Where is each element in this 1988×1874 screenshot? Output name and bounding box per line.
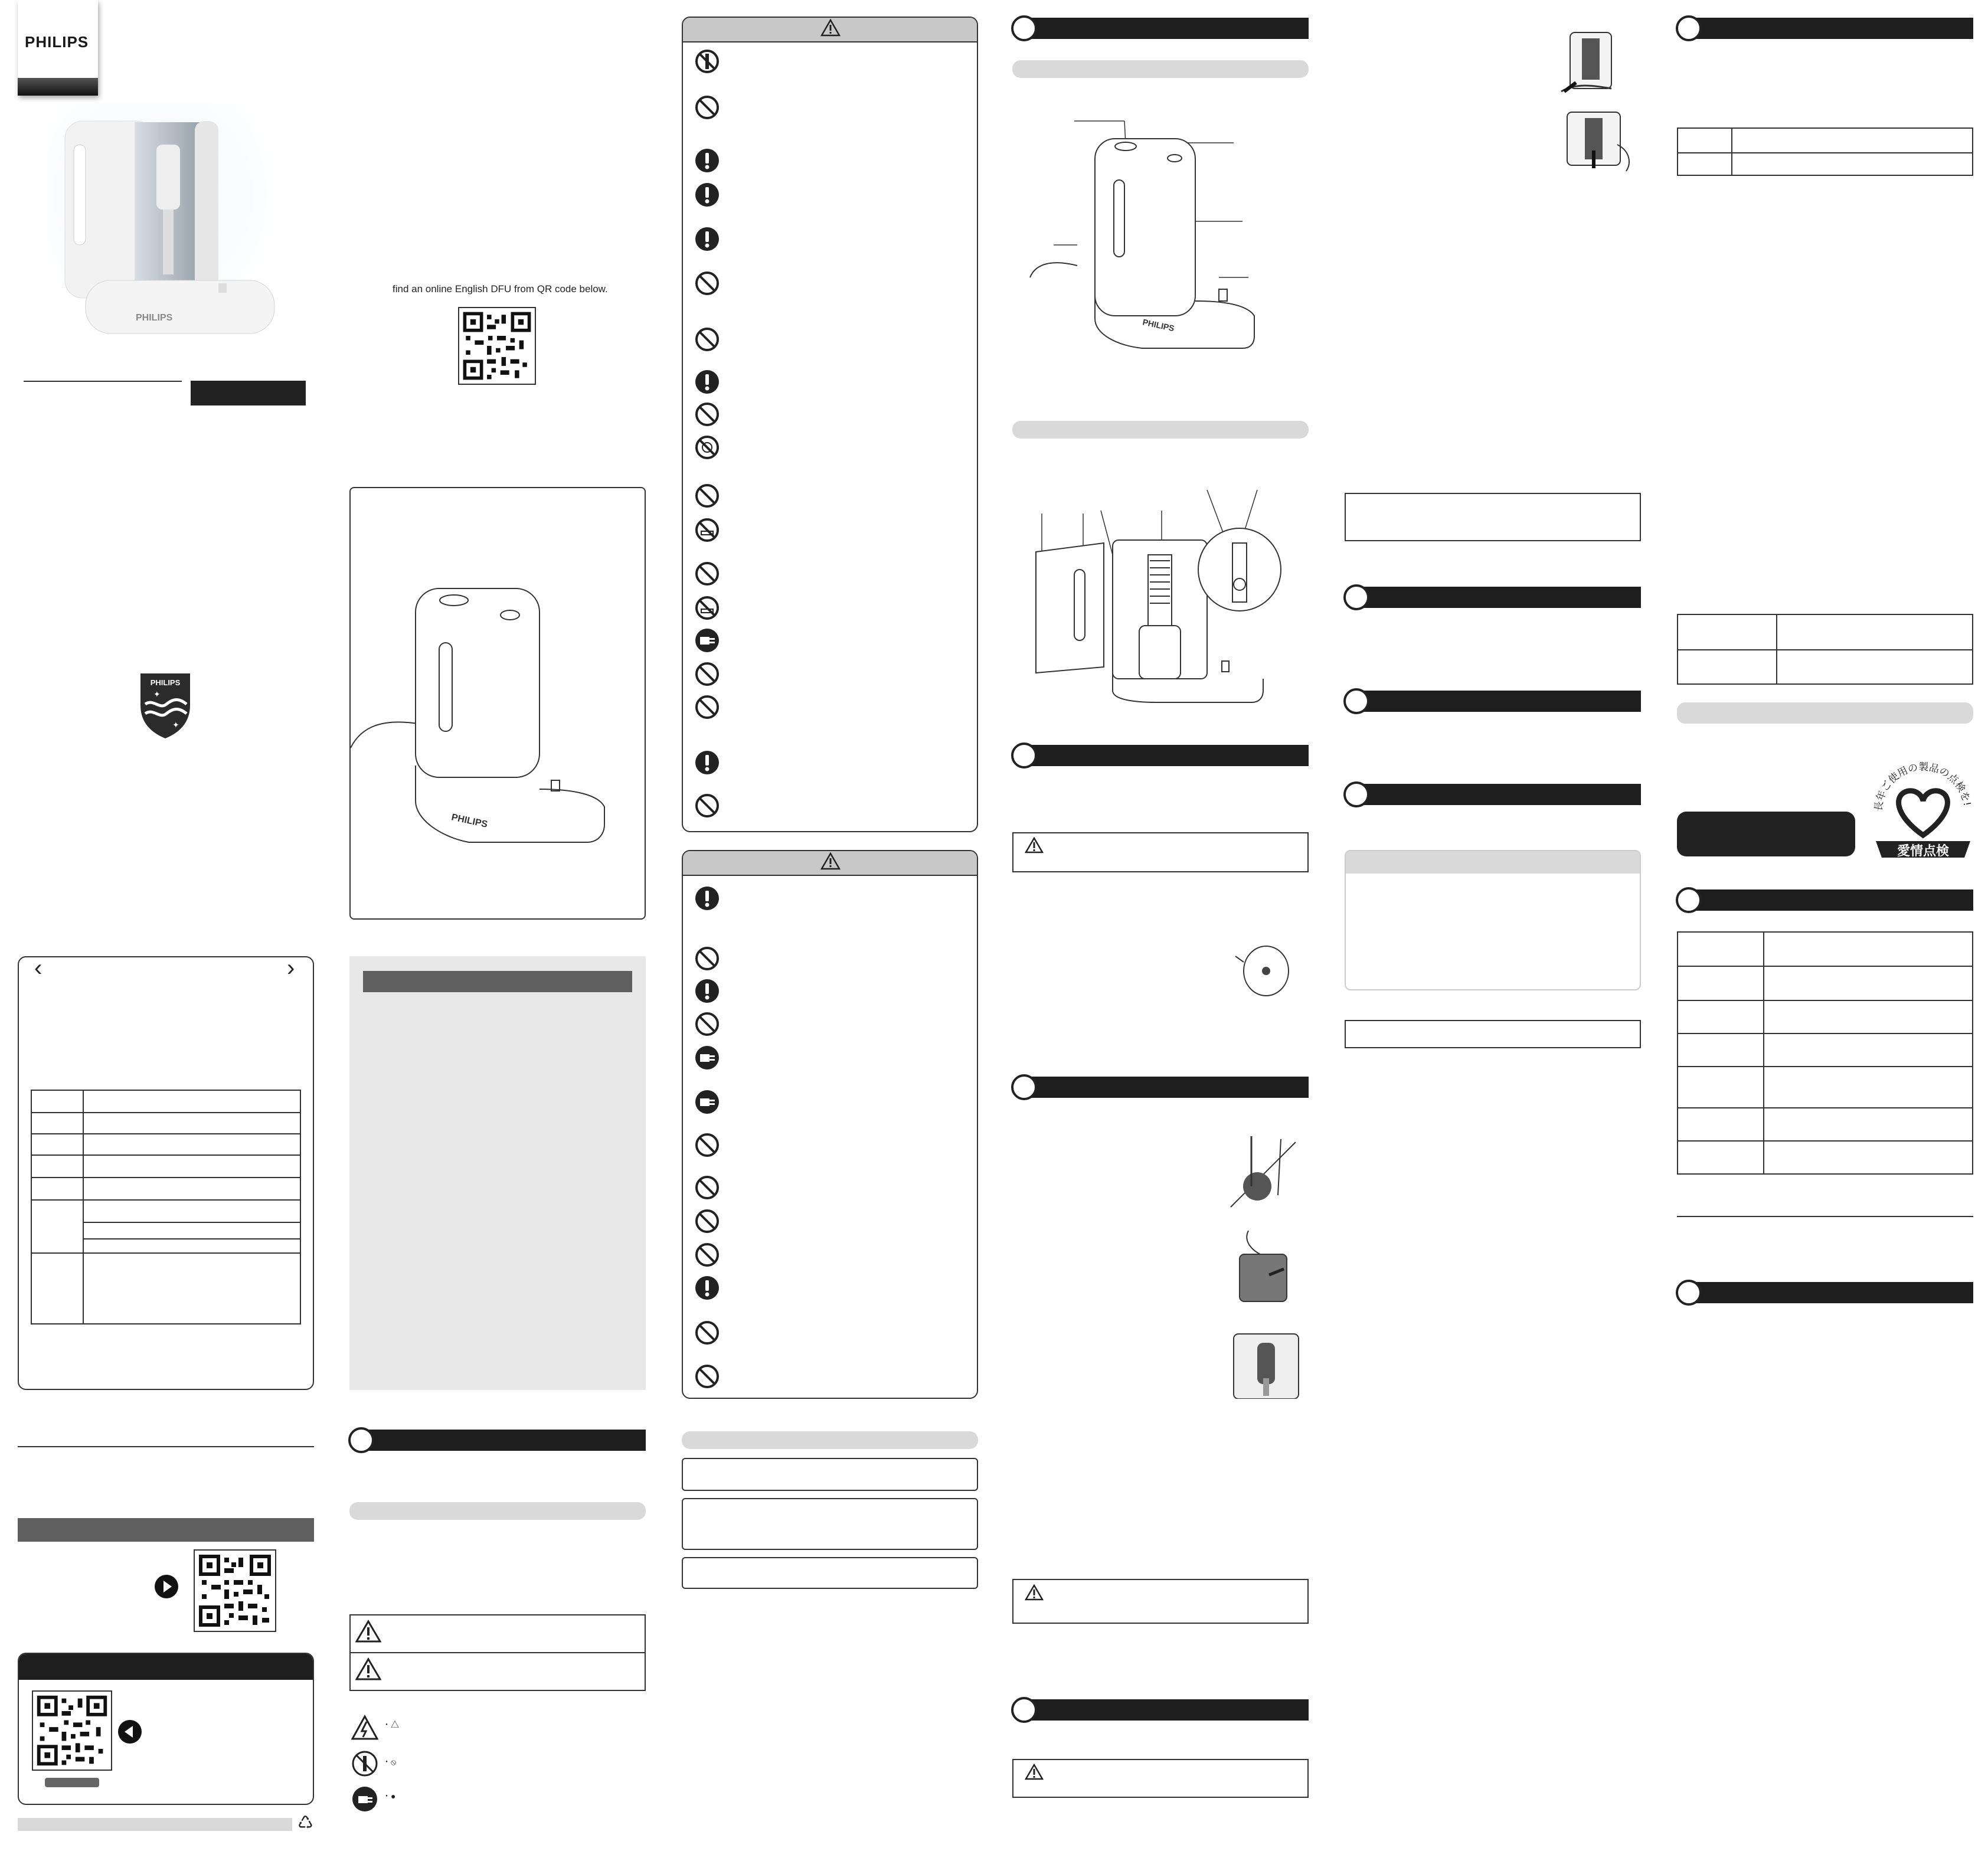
table-row — [1678, 1000, 1973, 1034]
warning-triangle-icon — [1025, 1584, 1044, 1601]
section-header — [1688, 18, 1973, 39]
parts-diagram-interior — [1027, 484, 1287, 708]
section-number-circle — [1343, 688, 1369, 714]
prohibited-icon — [694, 1208, 720, 1234]
prohibited-icon — [694, 94, 720, 120]
unplug-icon — [351, 1785, 378, 1813]
filter-illustration — [1231, 938, 1296, 997]
prohibited-icon — [694, 1011, 720, 1037]
mandatory-exclamation-icon — [694, 182, 720, 208]
prohibited-icon — [694, 561, 720, 587]
prohibited-icon — [694, 326, 720, 352]
no-water-icon — [694, 517, 720, 543]
warning-triangle-icon — [355, 1620, 381, 1643]
table-row — [31, 1200, 300, 1222]
table-row — [1678, 966, 1973, 1000]
unplug-icon — [694, 1089, 720, 1115]
section-number-circle — [1676, 1280, 1702, 1306]
prohibited-icon — [694, 694, 720, 720]
qr-code[interactable] — [458, 307, 536, 385]
prohibited-icon — [694, 1132, 720, 1158]
prohibited-icon — [694, 946, 720, 972]
qr-code[interactable] — [194, 1549, 276, 1632]
chevron-left-icon[interactable]: ‹ — [34, 955, 42, 981]
no-disassemble-icon — [694, 48, 720, 74]
divider — [18, 1446, 314, 1447]
gray-panel-header — [363, 971, 632, 992]
play-back-icon[interactable] — [118, 1720, 142, 1744]
step-illustration-3 — [1231, 1331, 1302, 1399]
caution-box — [1012, 1759, 1309, 1798]
no-open-icon — [694, 434, 720, 460]
section-number-circle — [1011, 743, 1037, 768]
table-row — [31, 1253, 300, 1324]
section-header — [1023, 745, 1309, 766]
divider — [24, 381, 182, 382]
diagram-brand: PHILIPS — [1142, 317, 1175, 333]
svg-text:✦: ✦ — [153, 689, 161, 699]
mandatory-exclamation-icon — [694, 148, 720, 174]
mandatory-exclamation-icon — [694, 750, 720, 776]
table-row — [1678, 1108, 1973, 1141]
mandatory-exclamation-icon — [694, 1275, 720, 1301]
mandatory-exclamation-icon — [694, 885, 720, 911]
prohibited-icon — [694, 401, 720, 427]
section-header — [1355, 691, 1641, 712]
section-number-circle — [348, 1427, 374, 1453]
section-number-circle — [1676, 15, 1702, 41]
hand-illustration-1 — [1558, 27, 1638, 100]
prohibited-icon — [694, 1242, 720, 1268]
warning-triangle-icon — [1025, 1764, 1044, 1780]
section-header — [1355, 784, 1641, 805]
info-table — [1677, 127, 1973, 176]
section-header — [360, 1430, 646, 1451]
brand-logo-tab — [18, 0, 98, 96]
gray-subheader — [682, 1431, 978, 1449]
table-row — [1678, 1034, 1973, 1067]
gray-subheader — [1012, 60, 1309, 78]
parts-diagram-exterior — [1012, 112, 1309, 360]
warning-legend-box — [349, 1614, 646, 1691]
step-illustration-1 — [1225, 1130, 1302, 1210]
section-header — [1023, 1077, 1309, 1098]
prohibited-icon — [694, 1363, 720, 1389]
unplug-icon — [694, 627, 720, 653]
legend-warning-label: ・△ — [382, 1720, 399, 1729]
table-row — [1678, 1141, 1973, 1174]
play-icon[interactable] — [155, 1575, 178, 1598]
gray-subheader — [1677, 702, 1973, 724]
note-box — [1345, 1020, 1641, 1048]
section-number-circle — [1011, 1074, 1037, 1100]
prohibited-icon — [694, 1320, 720, 1346]
product-drawing-panel — [349, 487, 646, 920]
prohibited-icon — [694, 270, 720, 296]
qr-code[interactable] — [32, 1690, 112, 1771]
divider — [1677, 1216, 1973, 1217]
prohibited-icon — [694, 661, 720, 687]
section-header — [1355, 587, 1641, 608]
table-row — [31, 1113, 300, 1134]
section-number-circle — [1343, 584, 1369, 610]
warning-panel-2 — [682, 850, 978, 1399]
footer-bar — [18, 1818, 292, 1831]
legend-mandatory-label: ・● — [382, 1791, 396, 1801]
mandatory-exclamation-icon — [694, 226, 720, 252]
product-photo — [47, 103, 283, 363]
section-number-circle — [1676, 887, 1702, 913]
model-label-bar — [191, 381, 306, 405]
table-row — [31, 1178, 300, 1200]
english-dfu-note: find an online English DFU from QR code below. — [393, 283, 608, 295]
section-header — [1688, 1282, 1973, 1303]
electric-warning-icon — [351, 1715, 378, 1741]
section-number-circle — [1343, 781, 1369, 807]
badge-arc-text: 長年ご使用の製品の点検を! — [1872, 761, 1973, 812]
prohibited-icon — [694, 1175, 720, 1201]
section-header — [1688, 889, 1973, 911]
caution-box — [1012, 1579, 1309, 1624]
no-disassemble-icon — [351, 1750, 378, 1777]
chevron-right-icon[interactable]: › — [287, 955, 295, 981]
inspection-badge — [1870, 758, 1976, 859]
gray-info-panel — [1345, 850, 1641, 990]
warning-panel-1 — [682, 17, 978, 832]
table-row — [31, 1155, 300, 1178]
svg-text:PHILIPS: PHILIPS — [150, 678, 181, 687]
table-row — [31, 1134, 300, 1155]
black-label-box — [1677, 812, 1855, 856]
warning-triangle-icon — [820, 852, 841, 870]
warning-triangle-icon — [820, 19, 841, 37]
table-row — [1678, 614, 1973, 650]
section-number-circle — [1011, 15, 1037, 41]
brand-logo-text: PHILIPS — [25, 33, 89, 51]
no-water-icon — [694, 595, 720, 621]
table-row — [1678, 932, 1973, 966]
note-box — [682, 1458, 978, 1491]
svg-text:長年ご使用の製品の点検を! — [1873, 761, 1973, 812]
philips-shield-logo — [136, 670, 195, 740]
note-box — [1345, 493, 1641, 541]
section-bar — [18, 1518, 314, 1542]
recycle-icon: ♺ — [297, 1813, 313, 1833]
prohibited-icon — [694, 483, 720, 509]
mandatory-exclamation-icon — [694, 978, 720, 1004]
warning-triangle-icon — [355, 1657, 381, 1681]
caution-box — [1012, 832, 1309, 872]
mandatory-exclamation-icon — [694, 369, 720, 395]
section-number-circle — [1011, 1697, 1037, 1723]
note-box — [682, 1498, 978, 1550]
table-row — [1678, 153, 1973, 175]
unplug-icon — [694, 1045, 720, 1071]
section-header — [1023, 1699, 1309, 1721]
table-row — [31, 1090, 300, 1113]
gray-pill — [45, 1778, 99, 1787]
note-box — [682, 1557, 978, 1589]
section-header — [1023, 18, 1309, 39]
gray-subheader — [349, 1502, 646, 1520]
prohibited-icon — [694, 793, 720, 819]
drawing-brand: PHILIPS — [450, 812, 489, 830]
table-row — [1678, 1067, 1973, 1108]
spec-table — [1677, 931, 1973, 1175]
svg-text:✦: ✦ — [172, 720, 179, 730]
legend-prohibited-label: ・⦸ — [382, 1757, 397, 1767]
info-table — [1677, 614, 1973, 685]
gray-content-panel — [349, 956, 646, 1390]
badge-label: 愛情点検 — [1897, 844, 1949, 859]
gray-subheader — [1012, 421, 1309, 439]
warning-triangle-icon — [1025, 837, 1044, 853]
table-row — [1678, 650, 1973, 684]
table-row — [1678, 128, 1973, 153]
product-photo-brand: PHILIPS — [136, 313, 173, 323]
step-illustration-2 — [1231, 1228, 1302, 1304]
spec-table — [31, 1090, 301, 1324]
hand-illustration-2 — [1558, 109, 1638, 174]
